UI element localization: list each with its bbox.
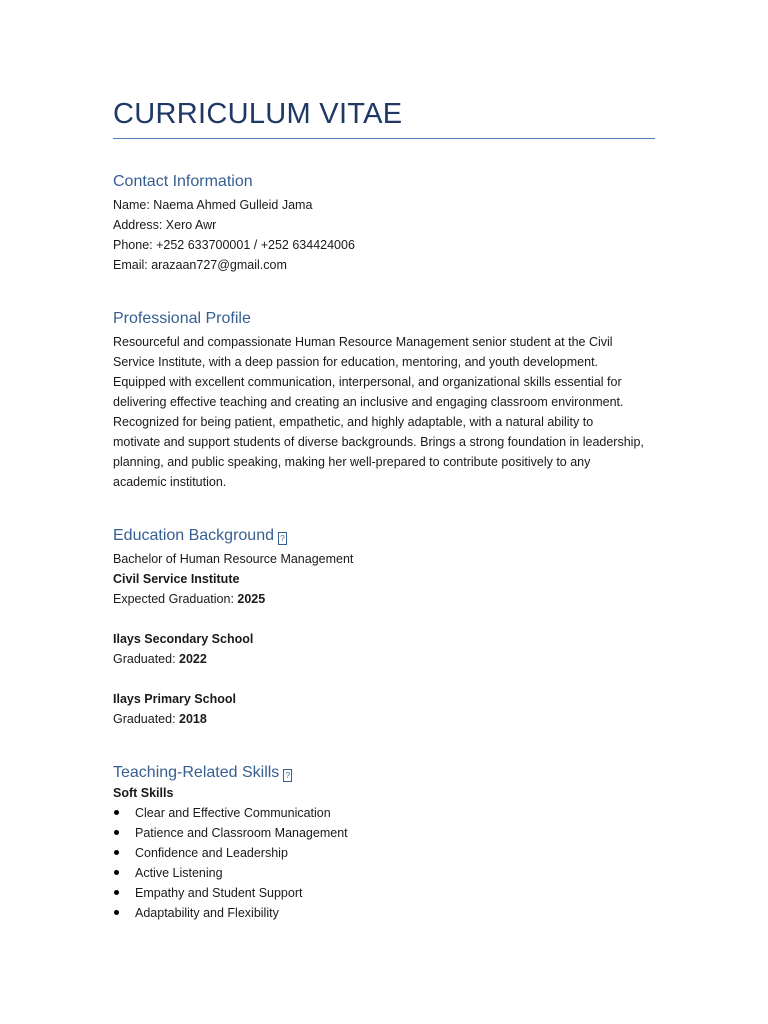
document-title: CURRICULUM VITAE [113,98,403,130]
profile-line: planning, and public speaking, making her well-prepared to contribute positively to any [113,455,591,469]
list-item [113,883,655,903]
primary-school: Ilays Primary School [113,692,236,706]
skills-section [113,763,655,923]
profile-line: Service Institute, with a deep passion for education, mentoring, and youth development. [113,355,599,369]
list-item [113,803,655,823]
contact-address: Address: Xero Awr [113,218,217,232]
profile-line: Resourceful and compassionate Human Resource Management senior student at the Civil [113,335,613,349]
missing-glyph-icon: ? [283,769,292,782]
profile-section [113,309,655,492]
profile-heading: Professional Profile [113,310,251,327]
list-item [113,823,655,843]
education-heading [113,526,655,546]
contact-phone: Phone: +252 633700001 / +252 634424006 [113,238,355,252]
bullet-icon [114,910,119,915]
bullet-icon [114,830,119,835]
bullet-icon [114,850,119,855]
list-item [113,843,655,863]
soft-skills-subheading: Soft Skills [113,786,174,800]
skill-label: Patience and Classroom Management [135,826,348,840]
skill-label: Active Listening [135,866,223,880]
skill-label: Confidence and Leadership [135,846,288,860]
education-degree: Bachelor of Human Resource Management [113,552,354,566]
secondary-label: Graduated: [113,652,180,666]
secondary-year: 2022 [179,652,207,666]
skill-label: Adaptability and Flexibility [135,906,279,920]
cv-document [113,92,655,923]
contact-heading: Contact Information [113,173,253,190]
contact-email: Email: arazaan727@gmail.com [113,258,287,272]
soft-skills-list [113,803,655,923]
expected-label: Expected Graduation: [113,592,238,606]
contact-section [113,172,655,275]
bullet-icon [114,870,119,875]
secondary-graduated [113,649,655,669]
missing-glyph-icon: ? [278,532,287,545]
bullet-icon [114,810,119,815]
list-item [113,863,655,883]
skills-heading-text: Teaching-Related Skills [113,764,280,781]
profile-line: Equipped with excellent communication, interpersonal, and organizational skills essential for [113,375,622,389]
contact-name: Name: Naema Ahmed Gulleid Jama [113,198,313,212]
skill-label: Empathy and Student Support [135,886,303,900]
profile-line: delivering effective teaching and creating an inclusive and engaging classroom environment. [113,395,624,409]
profile-line: Recognized for being patient, empathetic, and highly adaptable, with a natural ability to [113,415,594,429]
education-heading-text: Education Background [113,527,274,544]
primary-graduated [113,709,655,729]
education-section [113,526,655,729]
bullet-icon [114,890,119,895]
profile-line: academic institution. [113,475,227,489]
skill-label: Clear and Effective Communication [135,806,331,820]
primary-label: Graduated: [113,712,180,726]
title-divider [113,138,655,139]
list-item [113,903,655,923]
primary-year: 2018 [179,712,207,726]
expected-year: 2025 [237,592,266,606]
secondary-school: Ilays Secondary School [113,632,254,646]
education-expected [113,589,655,609]
skills-heading [113,763,655,783]
profile-line: motivate and support students of diverse backgrounds. Brings a strong foundation in leadership, [113,435,644,449]
education-institution: Civil Service Institute [113,572,240,586]
